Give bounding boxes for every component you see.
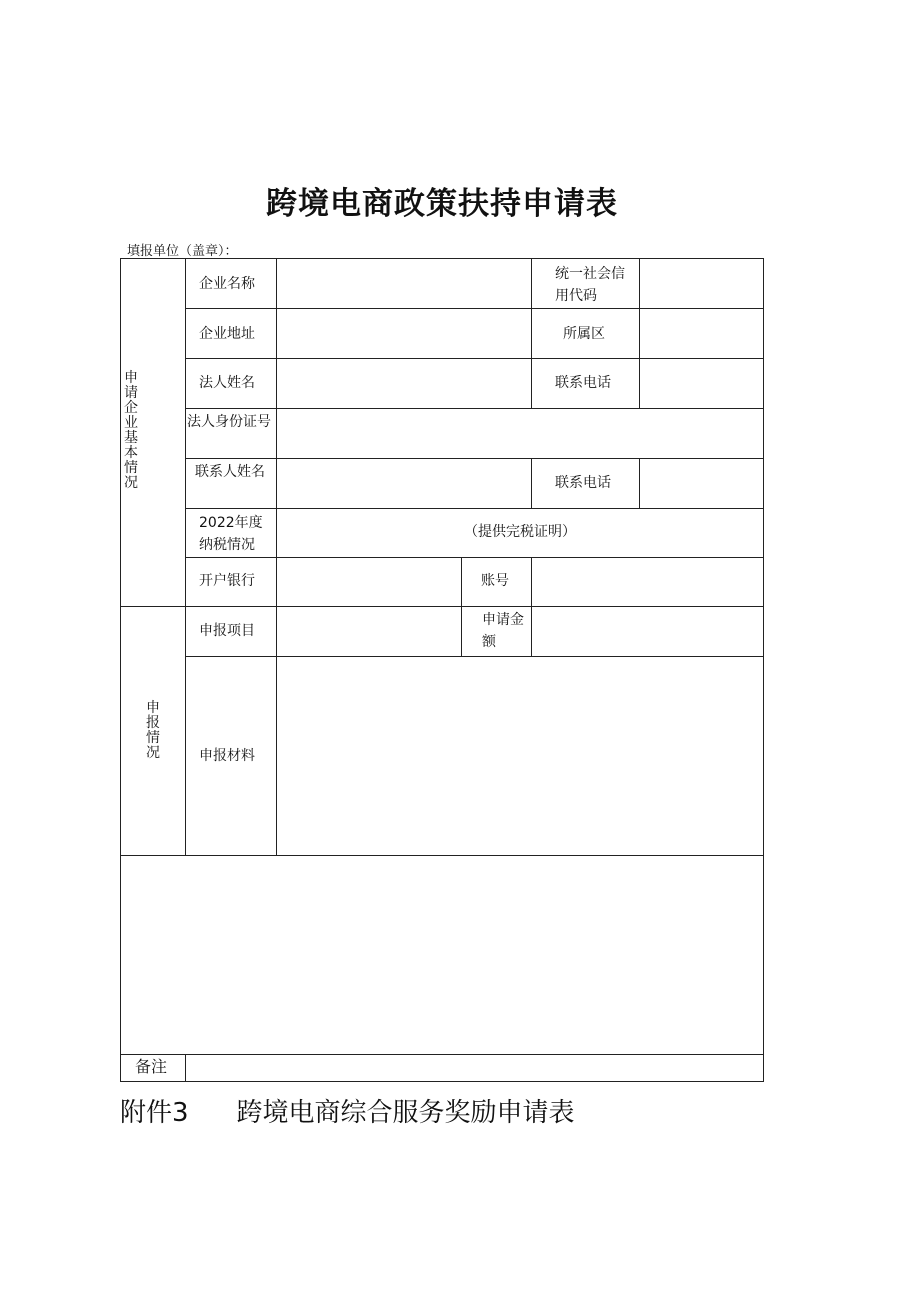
- credit-code-label: 统一社会信用代码: [555, 266, 625, 304]
- section-basic-label: 申请企业基本情况: [124, 370, 138, 491]
- remarks-field[interactable]: [187, 1056, 762, 1080]
- row-line: [185, 308, 763, 309]
- col-line: [639, 259, 640, 409]
- contact-name-label: 联系人姓名: [195, 464, 265, 480]
- attachment-heading: [120, 1092, 575, 1129]
- amount-field[interactable]: [533, 608, 762, 655]
- bank-label: 开户银行: [199, 573, 255, 589]
- project-field[interactable]: [278, 608, 460, 655]
- company-name-label: 企业名称: [199, 276, 255, 292]
- row-line: [185, 557, 763, 558]
- contact-phone-label: 联系电话: [555, 475, 611, 491]
- bank-field[interactable]: [278, 559, 460, 605]
- row-line: [121, 606, 763, 607]
- phone-label: 联系电话: [555, 375, 611, 391]
- col-line: [531, 557, 532, 657]
- legal-person-name-field[interactable]: [278, 360, 530, 407]
- section-declare-label: 申报情况: [146, 700, 160, 761]
- tax-hint: （提供完税证明）: [464, 524, 576, 540]
- district-field[interactable]: [641, 310, 762, 357]
- fill-unit-label: 填报单位（盖章）：: [127, 244, 238, 259]
- tax-year-label: 2022年度纳税情况: [199, 515, 263, 553]
- attachment-label: 附件3: [120, 1098, 189, 1128]
- legal-person-id-label: 法人身份证号: [187, 414, 271, 430]
- row-line: [185, 656, 763, 657]
- col-line: [185, 1054, 186, 1081]
- blank-area[interactable]: [122, 857, 762, 1053]
- legal-person-name-label: 法人姓名: [199, 375, 255, 391]
- col-line: [461, 557, 462, 657]
- account-field[interactable]: [533, 559, 762, 605]
- company-address-field[interactable]: [278, 310, 530, 357]
- row-line: [185, 408, 763, 409]
- row-line: [121, 1054, 763, 1055]
- col-line: [185, 259, 186, 856]
- project-label: 申报项目: [199, 623, 255, 639]
- page-title: 跨境电商政策扶持申请表: [266, 186, 618, 222]
- account-label: 账号: [481, 573, 509, 589]
- materials-field[interactable]: [278, 658, 762, 854]
- row-line: [185, 458, 763, 459]
- phone-field[interactable]: [641, 360, 762, 407]
- contact-name-field[interactable]: [278, 460, 530, 507]
- col-line: [276, 259, 277, 856]
- attachment-title: 跨境电商综合服务奖励申请表: [236, 1098, 575, 1128]
- row-line: [185, 508, 763, 509]
- legal-person-id-field[interactable]: [278, 410, 762, 457]
- row-line: [185, 358, 763, 359]
- company-name-field[interactable]: [278, 260, 530, 307]
- district-label: 所属区: [563, 326, 605, 342]
- credit-code-field[interactable]: [641, 260, 762, 307]
- col-line: [531, 458, 532, 508]
- row-line: [121, 855, 763, 856]
- amount-label: 申请金额: [482, 612, 524, 650]
- company-address-label: 企业地址: [199, 326, 255, 342]
- remarks-label: 备注: [135, 1057, 168, 1076]
- col-line: [639, 458, 640, 508]
- application-form: [120, 258, 764, 1082]
- materials-label: 申报材料: [199, 748, 255, 764]
- col-line: [531, 259, 532, 409]
- contact-phone-field[interactable]: [641, 460, 762, 507]
